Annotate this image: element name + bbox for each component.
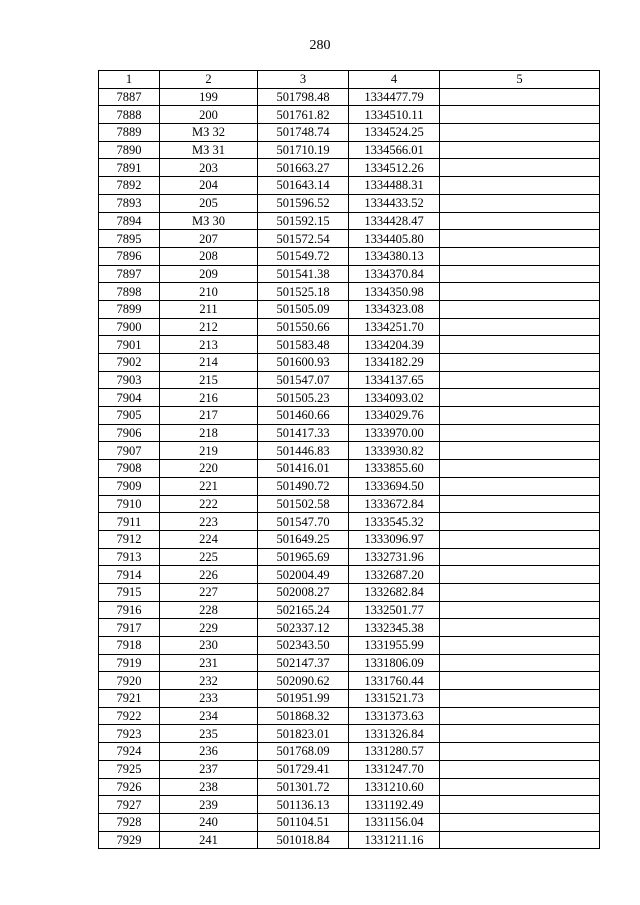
- table-cell: 501823.01: [258, 725, 349, 743]
- column-header: 5: [440, 71, 600, 89]
- table-cell: 501018.84: [258, 831, 349, 849]
- table-cell: 1334204.39: [349, 336, 440, 354]
- table-cell: 502147.37: [258, 654, 349, 672]
- table-cell: 501502.58: [258, 495, 349, 513]
- table-cell: 213: [160, 336, 258, 354]
- table-cell: 1331247.70: [349, 760, 440, 778]
- table-cell: [440, 831, 600, 849]
- table-row: [99, 460, 600, 478]
- table-cell: [440, 318, 600, 336]
- table-cell: 501649.25: [258, 530, 349, 548]
- table-cell: [440, 389, 600, 407]
- table-row: [99, 424, 600, 442]
- table-cell: 1331521.73: [349, 690, 440, 708]
- table-cell: 501572.54: [258, 230, 349, 248]
- table-cell: 234: [160, 707, 258, 725]
- table-row: [99, 654, 600, 672]
- table-cell: 1333096.97: [349, 530, 440, 548]
- table-cell: 501710.19: [258, 141, 349, 159]
- table-cell: 7897: [99, 265, 160, 283]
- table-cell: [440, 707, 600, 725]
- table-cell: [440, 690, 600, 708]
- table-cell: 240: [160, 813, 258, 831]
- table-cell: 501505.09: [258, 300, 349, 318]
- table-row: [99, 407, 600, 425]
- table-cell: 7891: [99, 159, 160, 177]
- table-cell: [440, 194, 600, 212]
- table-row: [99, 672, 600, 690]
- table-cell: [440, 106, 600, 124]
- table-cell: 210: [160, 283, 258, 301]
- table-cell: [440, 424, 600, 442]
- table-cell: 501729.41: [258, 760, 349, 778]
- table-cell: 1331192.49: [349, 796, 440, 814]
- table-cell: [440, 548, 600, 566]
- table-cell: 1334524.25: [349, 124, 440, 142]
- table-cell: [440, 654, 600, 672]
- table-cell: 501596.52: [258, 194, 349, 212]
- table-cell: 222: [160, 495, 258, 513]
- table-cell: 215: [160, 371, 258, 389]
- table-cell: [440, 442, 600, 460]
- table-cell: 7902: [99, 354, 160, 372]
- table-cell: [440, 495, 600, 513]
- table-row: [99, 601, 600, 619]
- table-row: [99, 583, 600, 601]
- table-cell: 235: [160, 725, 258, 743]
- table-cell: [440, 743, 600, 761]
- table-cell: 7925: [99, 760, 160, 778]
- table-row: [99, 530, 600, 548]
- table-cell: 1334137.65: [349, 371, 440, 389]
- table-cell: [440, 88, 600, 106]
- table-cell: 501868.32: [258, 707, 349, 725]
- table-cell: 220: [160, 460, 258, 478]
- table-cell: 501663.27: [258, 159, 349, 177]
- table-cell: МЗ 30: [160, 212, 258, 230]
- table-row: [99, 247, 600, 265]
- table-cell: 1331280.57: [349, 743, 440, 761]
- table-cell: [440, 583, 600, 601]
- table-cell: 1332687.20: [349, 566, 440, 584]
- table-cell: 501490.72: [258, 477, 349, 495]
- table-cell: 199: [160, 88, 258, 106]
- table-row: [99, 796, 600, 814]
- table-cell: [440, 778, 600, 796]
- table-cell: 501460.66: [258, 407, 349, 425]
- table-cell: 502008.27: [258, 583, 349, 601]
- column-header: 2: [160, 71, 258, 89]
- table-cell: 7894: [99, 212, 160, 230]
- table-cell: 1334251.70: [349, 318, 440, 336]
- table-cell: 1333855.60: [349, 460, 440, 478]
- table-cell: 217: [160, 407, 258, 425]
- table-cell: 239: [160, 796, 258, 814]
- table-cell: 501104.51: [258, 813, 349, 831]
- table-row: [99, 212, 600, 230]
- table-cell: 203: [160, 159, 258, 177]
- table-cell: 501965.69: [258, 548, 349, 566]
- table-cell: 501583.48: [258, 336, 349, 354]
- table-cell: [440, 513, 600, 531]
- table-cell: 7927: [99, 796, 160, 814]
- table-cell: 214: [160, 354, 258, 372]
- table-cell: [440, 530, 600, 548]
- table-cell: 7890: [99, 141, 160, 159]
- table-cell: 1334512.26: [349, 159, 440, 177]
- table-cell: 218: [160, 424, 258, 442]
- table-cell: 7893: [99, 194, 160, 212]
- table-cell: [440, 124, 600, 142]
- table-cell: 502337.12: [258, 619, 349, 637]
- table-cell: 1334428.47: [349, 212, 440, 230]
- table-cell: 236: [160, 743, 258, 761]
- table-cell: 200: [160, 106, 258, 124]
- table-cell: [440, 177, 600, 195]
- table-cell: 7919: [99, 654, 160, 672]
- table-cell: 237: [160, 760, 258, 778]
- table-cell: 7907: [99, 442, 160, 460]
- table-cell: 1331210.60: [349, 778, 440, 796]
- table-row: [99, 513, 600, 531]
- table-row: [99, 566, 600, 584]
- table-row: [99, 495, 600, 513]
- table-cell: 7906: [99, 424, 160, 442]
- table-cell: 1333672.84: [349, 495, 440, 513]
- table-row: [99, 760, 600, 778]
- table-cell: 230: [160, 637, 258, 655]
- table-cell: 501547.70: [258, 513, 349, 531]
- table-cell: 501417.33: [258, 424, 349, 442]
- table-cell: 226: [160, 566, 258, 584]
- table-cell: 501550.66: [258, 318, 349, 336]
- table-cell: 501541.38: [258, 265, 349, 283]
- table-cell: 502004.49: [258, 566, 349, 584]
- table-cell: 241: [160, 831, 258, 849]
- table-cell: 1334510.11: [349, 106, 440, 124]
- table-cell: [440, 796, 600, 814]
- table-cell: 1334093.02: [349, 389, 440, 407]
- table-cell: 231: [160, 654, 258, 672]
- table-cell: 7926: [99, 778, 160, 796]
- table-cell: 1334350.98: [349, 283, 440, 301]
- table-row: [99, 318, 600, 336]
- table-cell: 7888: [99, 106, 160, 124]
- table-row: [99, 230, 600, 248]
- table-row: [99, 778, 600, 796]
- table-cell: 238: [160, 778, 258, 796]
- table-cell: 227: [160, 583, 258, 601]
- table-row: [99, 548, 600, 566]
- table-cell: 501549.72: [258, 247, 349, 265]
- table-cell: 1333970.00: [349, 424, 440, 442]
- table-cell: 1331806.09: [349, 654, 440, 672]
- table-cell: 7917: [99, 619, 160, 637]
- table-row: [99, 637, 600, 655]
- table-cell: 212: [160, 318, 258, 336]
- table-cell: 7909: [99, 477, 160, 495]
- table-cell: 7900: [99, 318, 160, 336]
- table-cell: 1334433.52: [349, 194, 440, 212]
- table-cell: 7899: [99, 300, 160, 318]
- table-cell: 1332731.96: [349, 548, 440, 566]
- table-cell: 7915: [99, 583, 160, 601]
- table-cell: [440, 371, 600, 389]
- table-row: [99, 371, 600, 389]
- table-cell: 1331211.16: [349, 831, 440, 849]
- table-cell: 232: [160, 672, 258, 690]
- table-row: [99, 690, 600, 708]
- table-cell: 1332345.38: [349, 619, 440, 637]
- table-cell: 7901: [99, 336, 160, 354]
- table-cell: 501446.83: [258, 442, 349, 460]
- table-cell: 7898: [99, 283, 160, 301]
- table-cell: 7903: [99, 371, 160, 389]
- table-cell: 502343.50: [258, 637, 349, 655]
- table-cell: 502165.24: [258, 601, 349, 619]
- table-row: [99, 725, 600, 743]
- table-cell: 229: [160, 619, 258, 637]
- table-cell: 1334182.29: [349, 354, 440, 372]
- table-cell: 501951.99: [258, 690, 349, 708]
- table-row: [99, 265, 600, 283]
- table-cell: [440, 725, 600, 743]
- table-cell: 7922: [99, 707, 160, 725]
- table-row: [99, 124, 600, 142]
- table-cell: МЗ 31: [160, 141, 258, 159]
- table-row: [99, 619, 600, 637]
- table-cell: 224: [160, 530, 258, 548]
- table-row: [99, 88, 600, 106]
- table-cell: 501505.23: [258, 389, 349, 407]
- table-cell: [440, 760, 600, 778]
- table-row: [99, 106, 600, 124]
- table-cell: 1334405.80: [349, 230, 440, 248]
- table-row: [99, 389, 600, 407]
- table-cell: 501748.74: [258, 124, 349, 142]
- table-cell: 7921: [99, 690, 160, 708]
- table-cell: 7914: [99, 566, 160, 584]
- table-cell: 1334323.08: [349, 300, 440, 318]
- table-cell: 208: [160, 247, 258, 265]
- table-cell: 501761.82: [258, 106, 349, 124]
- table-cell: 7905: [99, 407, 160, 425]
- table-row: [99, 300, 600, 318]
- coordinates-table: [98, 70, 600, 849]
- table-cell: [440, 247, 600, 265]
- table-cell: 1332682.84: [349, 583, 440, 601]
- table-cell: 501592.15: [258, 212, 349, 230]
- table-row: [99, 177, 600, 195]
- table-cell: 1334370.84: [349, 265, 440, 283]
- table-cell: [440, 460, 600, 478]
- table-cell: 1334029.76: [349, 407, 440, 425]
- table-cell: [440, 230, 600, 248]
- table-cell: 501136.13: [258, 796, 349, 814]
- table-row: [99, 194, 600, 212]
- table-cell: 225: [160, 548, 258, 566]
- table-cell: 7913: [99, 548, 160, 566]
- table-row: [99, 159, 600, 177]
- table-cell: [440, 336, 600, 354]
- table-cell: 1334380.13: [349, 247, 440, 265]
- table-cell: [440, 477, 600, 495]
- table-cell: 1332501.77: [349, 601, 440, 619]
- table-cell: 7895: [99, 230, 160, 248]
- table-cell: 7892: [99, 177, 160, 195]
- table-cell: 501416.01: [258, 460, 349, 478]
- table-cell: 207: [160, 230, 258, 248]
- table-body: [99, 88, 600, 849]
- table-cell: 7910: [99, 495, 160, 513]
- table-cell: 7887: [99, 88, 160, 106]
- table-cell: 1334477.79: [349, 88, 440, 106]
- table-cell: 228: [160, 601, 258, 619]
- table-row: [99, 813, 600, 831]
- table-cell: 211: [160, 300, 258, 318]
- table-cell: 7918: [99, 637, 160, 655]
- table-row: [99, 743, 600, 761]
- table-cell: [440, 407, 600, 425]
- table-cell: 7911: [99, 513, 160, 531]
- table-cell: 501301.72: [258, 778, 349, 796]
- table-row: [99, 336, 600, 354]
- table-cell: 501525.18: [258, 283, 349, 301]
- table-row: [99, 354, 600, 372]
- table-cell: 1334488.31: [349, 177, 440, 195]
- page-number: 280: [309, 38, 331, 53]
- column-header: 4: [349, 71, 440, 89]
- table-cell: 205: [160, 194, 258, 212]
- table-cell: 221: [160, 477, 258, 495]
- table-cell: 219: [160, 442, 258, 460]
- table-cell: [440, 159, 600, 177]
- table-cell: 1331760.44: [349, 672, 440, 690]
- table-cell: 1333930.82: [349, 442, 440, 460]
- table-cell: 1331955.99: [349, 637, 440, 655]
- table-cell: 7912: [99, 530, 160, 548]
- table-cell: 1333545.32: [349, 513, 440, 531]
- table-row: [99, 477, 600, 495]
- table-cell: 233: [160, 690, 258, 708]
- table-cell: 1334566.01: [349, 141, 440, 159]
- table-cell: [440, 354, 600, 372]
- column-header: 3: [258, 71, 349, 89]
- column-header: 1: [99, 71, 160, 89]
- table-cell: [440, 212, 600, 230]
- table-row: [99, 831, 600, 849]
- table-cell: 204: [160, 177, 258, 195]
- table-cell: 501643.14: [258, 177, 349, 195]
- table-cell: [440, 566, 600, 584]
- table-cell: 7889: [99, 124, 160, 142]
- table-cell: [440, 637, 600, 655]
- table-cell: 7904: [99, 389, 160, 407]
- table-cell: МЗ 32: [160, 124, 258, 142]
- table-row: [99, 442, 600, 460]
- header-row: [99, 71, 600, 89]
- table-cell: 7896: [99, 247, 160, 265]
- table-row: [99, 141, 600, 159]
- table-cell: 1331326.84: [349, 725, 440, 743]
- table-cell: 502090.62: [258, 672, 349, 690]
- table-cell: 223: [160, 513, 258, 531]
- table-cell: 501600.93: [258, 354, 349, 372]
- table-cell: 1331156.04: [349, 813, 440, 831]
- table-cell: [440, 601, 600, 619]
- table-cell: 7908: [99, 460, 160, 478]
- table-cell: 1333694.50: [349, 477, 440, 495]
- table-cell: 501768.09: [258, 743, 349, 761]
- table-cell: 501547.07: [258, 371, 349, 389]
- table-row: [99, 707, 600, 725]
- table-cell: [440, 283, 600, 301]
- table-cell: 501798.48: [258, 88, 349, 106]
- table-cell: 216: [160, 389, 258, 407]
- table-cell: 209: [160, 265, 258, 283]
- table-cell: [440, 672, 600, 690]
- table-cell: 7923: [99, 725, 160, 743]
- table-cell: 7928: [99, 813, 160, 831]
- table-cell: 7920: [99, 672, 160, 690]
- table-cell: [440, 300, 600, 318]
- table-row: [99, 283, 600, 301]
- table-cell: [440, 619, 600, 637]
- table-cell: [440, 141, 600, 159]
- table-cell: 7924: [99, 743, 160, 761]
- table-cell: 1331373.63: [349, 707, 440, 725]
- table-cell: 7916: [99, 601, 160, 619]
- table-cell: 7929: [99, 831, 160, 849]
- table-cell: [440, 265, 600, 283]
- table-cell: [440, 813, 600, 831]
